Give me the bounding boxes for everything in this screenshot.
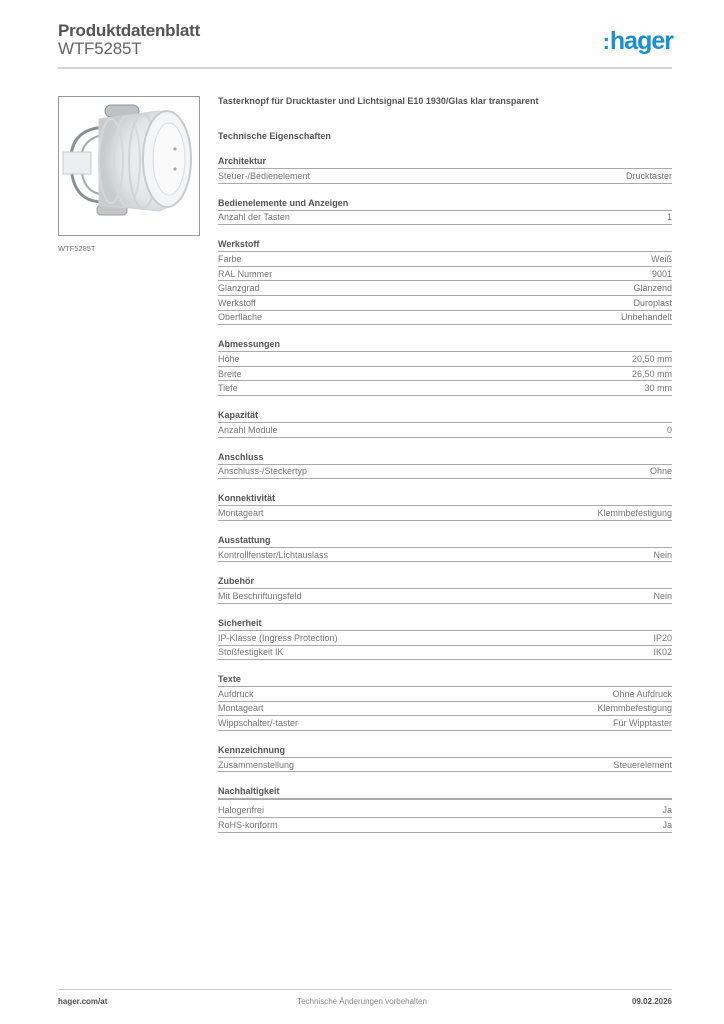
spec-value: Ja	[662, 805, 672, 816]
spec-label: Anzahl Module	[218, 424, 278, 435]
spec-label: RoHS-konform	[218, 819, 278, 830]
page-title: Produktdatenblatt	[58, 21, 201, 40]
spec-value: Duroplast	[633, 297, 672, 308]
spec-value: Glänzend	[633, 283, 672, 294]
spec-row	[218, 211, 672, 226]
spec-value: 0	[666, 424, 672, 435]
spec-row	[218, 352, 672, 367]
section-title: Abmessungen	[218, 339, 672, 352]
section-title: Architektur	[218, 156, 672, 169]
product-description: Tasterknopf für Drucktaster und Lichtsignal E10 1930/Glas klar transparent	[218, 96, 539, 106]
spec-value: 20,50 mm	[631, 353, 672, 364]
spec-row	[218, 758, 672, 773]
footer-website-link[interactable]: hager.com/at	[58, 997, 108, 1006]
section-abmessungen	[218, 339, 672, 396]
spec-label: Oberfläche	[218, 312, 263, 323]
section-kapazitaet	[218, 410, 672, 438]
section-zubehoer	[218, 576, 672, 604]
section-werkstoff	[218, 239, 672, 325]
spec-label: Halogenfrei	[218, 805, 265, 816]
section-title: Anschluss	[218, 452, 672, 465]
spec-label: Zusammenstellung	[218, 759, 295, 770]
section-texte	[218, 674, 672, 731]
spec-label: Aufdruck	[218, 688, 254, 699]
spec-label: Wippschalter/-taster	[218, 718, 299, 729]
section-anschluss	[218, 452, 672, 480]
section-architektur	[218, 156, 672, 184]
section-title: Sicherheit	[218, 618, 672, 631]
header-divider	[58, 67, 672, 69]
spec-row	[218, 367, 672, 382]
spec-label: Farbe	[218, 253, 242, 264]
spec-value: 26,50 mm	[631, 368, 672, 379]
spec-value: Ohne Aufdruck	[612, 688, 672, 699]
spec-value: Unbehandelt	[620, 312, 672, 323]
section-nachhaltigkeit	[218, 786, 672, 832]
spec-content	[218, 95, 672, 833]
section-title: Kapazität	[218, 410, 672, 423]
section-title: Bedienelemente und Anzeigen	[218, 198, 672, 211]
footer-divider	[58, 989, 672, 990]
spec-label: IP-Klasse (Ingress Protection)	[218, 632, 338, 643]
spec-value: Klemmbefestigung	[597, 703, 672, 714]
section-title: Zubehör	[218, 576, 672, 589]
spec-row	[218, 687, 672, 702]
spec-row	[218, 716, 672, 731]
spec-row	[218, 646, 672, 661]
spec-row	[218, 631, 672, 646]
spec-row	[218, 281, 672, 296]
section-title: Nachhaltigkeit	[218, 786, 672, 800]
section-title: Texte	[218, 674, 672, 687]
spec-value: Ohne	[649, 466, 672, 477]
spec-value: 1	[666, 212, 672, 223]
spec-row	[218, 702, 672, 717]
product-code: WTF5285T	[58, 39, 142, 58]
spec-label: Anzahl der Tasten	[218, 212, 290, 223]
push-button-cap-image	[59, 97, 199, 235]
spec-value: 9001	[651, 268, 672, 279]
spec-label: Höhe	[218, 353, 240, 364]
section-title: Ausstattung	[218, 535, 672, 548]
spec-label: RAL Nummer	[218, 268, 273, 279]
spec-value: Ja	[662, 819, 672, 830]
hager-logo	[603, 27, 673, 56]
section-title: Kennzeichnung	[218, 745, 672, 758]
spec-value: Steuerelement	[613, 759, 672, 770]
section-title: Werkstoff	[218, 239, 672, 252]
spec-value: Klemmbefestigung	[597, 507, 672, 518]
spec-label: Glanzgrad	[218, 283, 260, 294]
section-title: Konnektivität	[218, 493, 672, 506]
spec-value: Nein	[653, 591, 672, 602]
spec-row	[218, 296, 672, 311]
spec-row	[218, 818, 672, 833]
spec-label: Stoßfestigkeit IK	[218, 647, 284, 658]
section-bedienelemente	[218, 198, 672, 226]
tech-properties-title: Technische Eigenschaften	[218, 131, 331, 141]
logo-text: hager	[609, 27, 673, 55]
spec-row	[218, 252, 672, 267]
product-image	[58, 96, 200, 236]
spec-row	[218, 267, 672, 282]
spec-value: Drucktaster	[625, 170, 672, 181]
spec-row	[218, 423, 672, 438]
spec-label: Mit Beschriftungsfeld	[218, 591, 302, 602]
spec-value: 30 mm	[644, 383, 672, 394]
logo-colon: :	[602, 29, 609, 54]
spec-label: Montageart	[218, 507, 264, 518]
spec-value: Für Wipptaster	[612, 718, 672, 729]
spec-row	[218, 381, 672, 396]
spec-value: Nein	[653, 549, 672, 560]
image-caption: WTF5285T	[58, 244, 96, 253]
spec-label: Steuer-/Bedienelement	[218, 170, 311, 181]
spec-value: IP20	[653, 632, 672, 643]
spec-row	[218, 803, 672, 818]
spec-value: IK02	[653, 647, 672, 658]
spec-label: Tiefe	[218, 383, 238, 394]
spec-label: Montageart	[218, 703, 264, 714]
spec-row	[218, 311, 672, 326]
section-ausstattung	[218, 535, 672, 563]
footer-date: 09.02.2026	[631, 997, 672, 1006]
spec-label: Kontrollfenster/Lichtauslass	[218, 549, 329, 560]
section-kennzeichnung	[218, 745, 672, 773]
section-konnektivitaet	[218, 493, 672, 521]
spec-row	[218, 506, 672, 521]
spec-label: Breite	[218, 368, 242, 379]
section-sicherheit	[218, 618, 672, 660]
spec-row	[218, 548, 672, 563]
spec-label: Anschluss-/Steckertyp	[218, 466, 308, 477]
spec-value: Weiß	[651, 253, 672, 264]
spec-label: Werkstoff	[218, 297, 256, 308]
spec-row	[218, 169, 672, 184]
footer-notice: Technische Änderungen vorbehalten	[297, 997, 427, 1006]
spec-row	[218, 465, 672, 480]
spec-row	[218, 589, 672, 604]
